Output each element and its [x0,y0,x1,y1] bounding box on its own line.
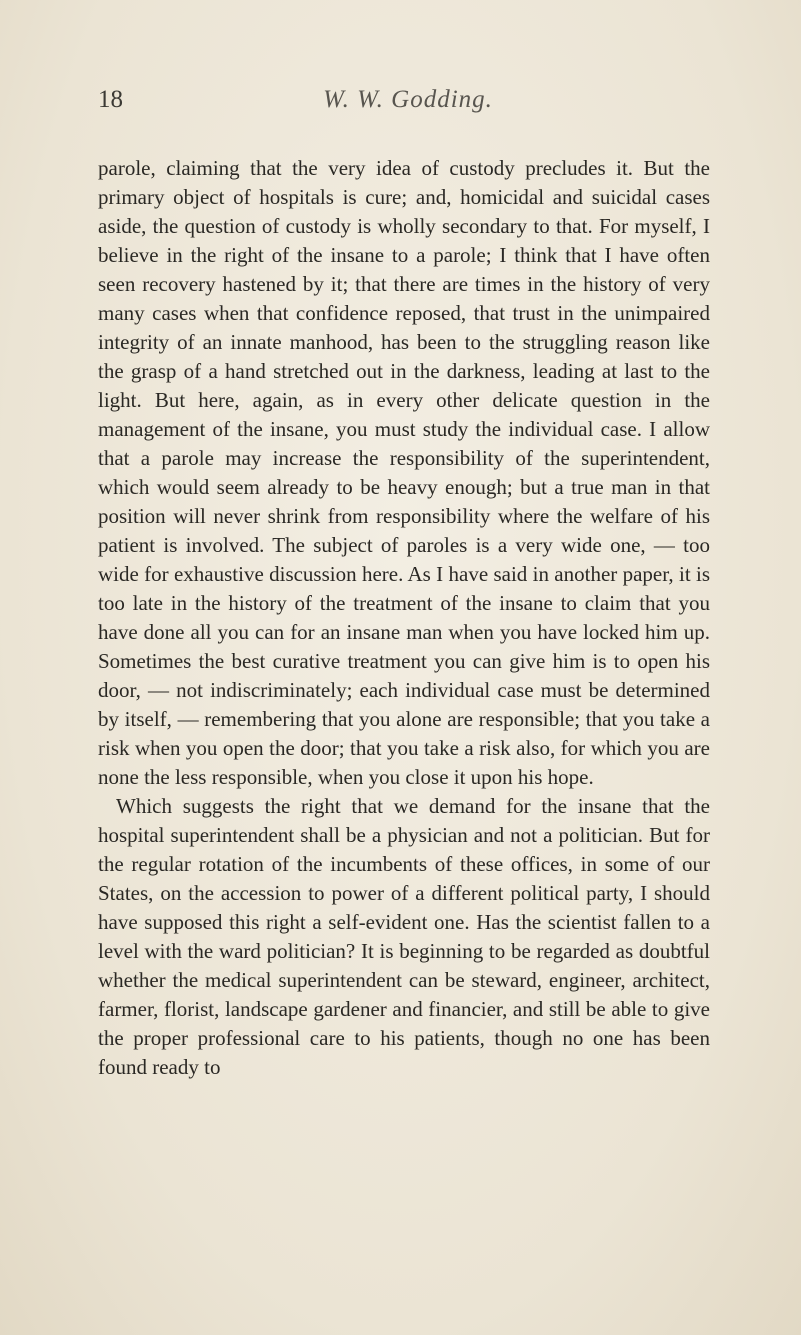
page-number: 18 [98,86,123,113]
body-text [98,154,710,1082]
paragraph: Which suggests the right that we demand for the insane that the hospital superintendent shall be a physician and not a politician. But for the regular rotation of the incumbents of these offices, in some of our States, on the accession to power of a different political party, I should have supposed this right a self-evident one. Has the scientist fallen to a level with the ward politician? It is beginning to be regarded as doubtful whether the medical superintendent can be steward, engineer, architect, farmer, florist, landscape gardener and financier, and still be able to give the proper professional care to his patients, though no one has been found ready to [98,794,710,1079]
running-head: W. W. Godding. [323,86,493,113]
page-header [98,86,718,126]
paragraph: parole, claiming that the very idea of custody precludes it. But the primary object of hospitals is cure; and, homicidal and suicidal cases aside, the question of custody is wholly secondary to that. For myself, I believe in the right of the insane to a parole; I think that I have often seen recovery hastened by it; that there are times in the history of very many cases when that confidence reposed, that trust in the unimpaired integrity of an innate manhood, has been to the struggling reason like the grasp of a hand stretched out in the darkness, leading at last to the light. But here, again, as in every other delicate question in the management of the insane, you must study the individual case. I allow that a parole may increase the responsibility of the superintendent, which would seem already to be heavy enough; but a true man in that position will never shrink from responsibility where the welfare of his patient is involved. The subject of paroles is a very wide one, — too wide for exhaustive discussion here. As I have said in another paper, it is too late in the history of the treatment of the insane to claim that you have done all you can for an insane man when you have locked him up. Sometimes the best curative treatment you can give him is to open his door, — not indiscriminately; each individual case must be determined by itself, — remembering that you alone are responsible; that you take a risk when you open the door; that you take a risk also, for which you are none the less responsible, when you close it upon his hope. [98,156,710,789]
